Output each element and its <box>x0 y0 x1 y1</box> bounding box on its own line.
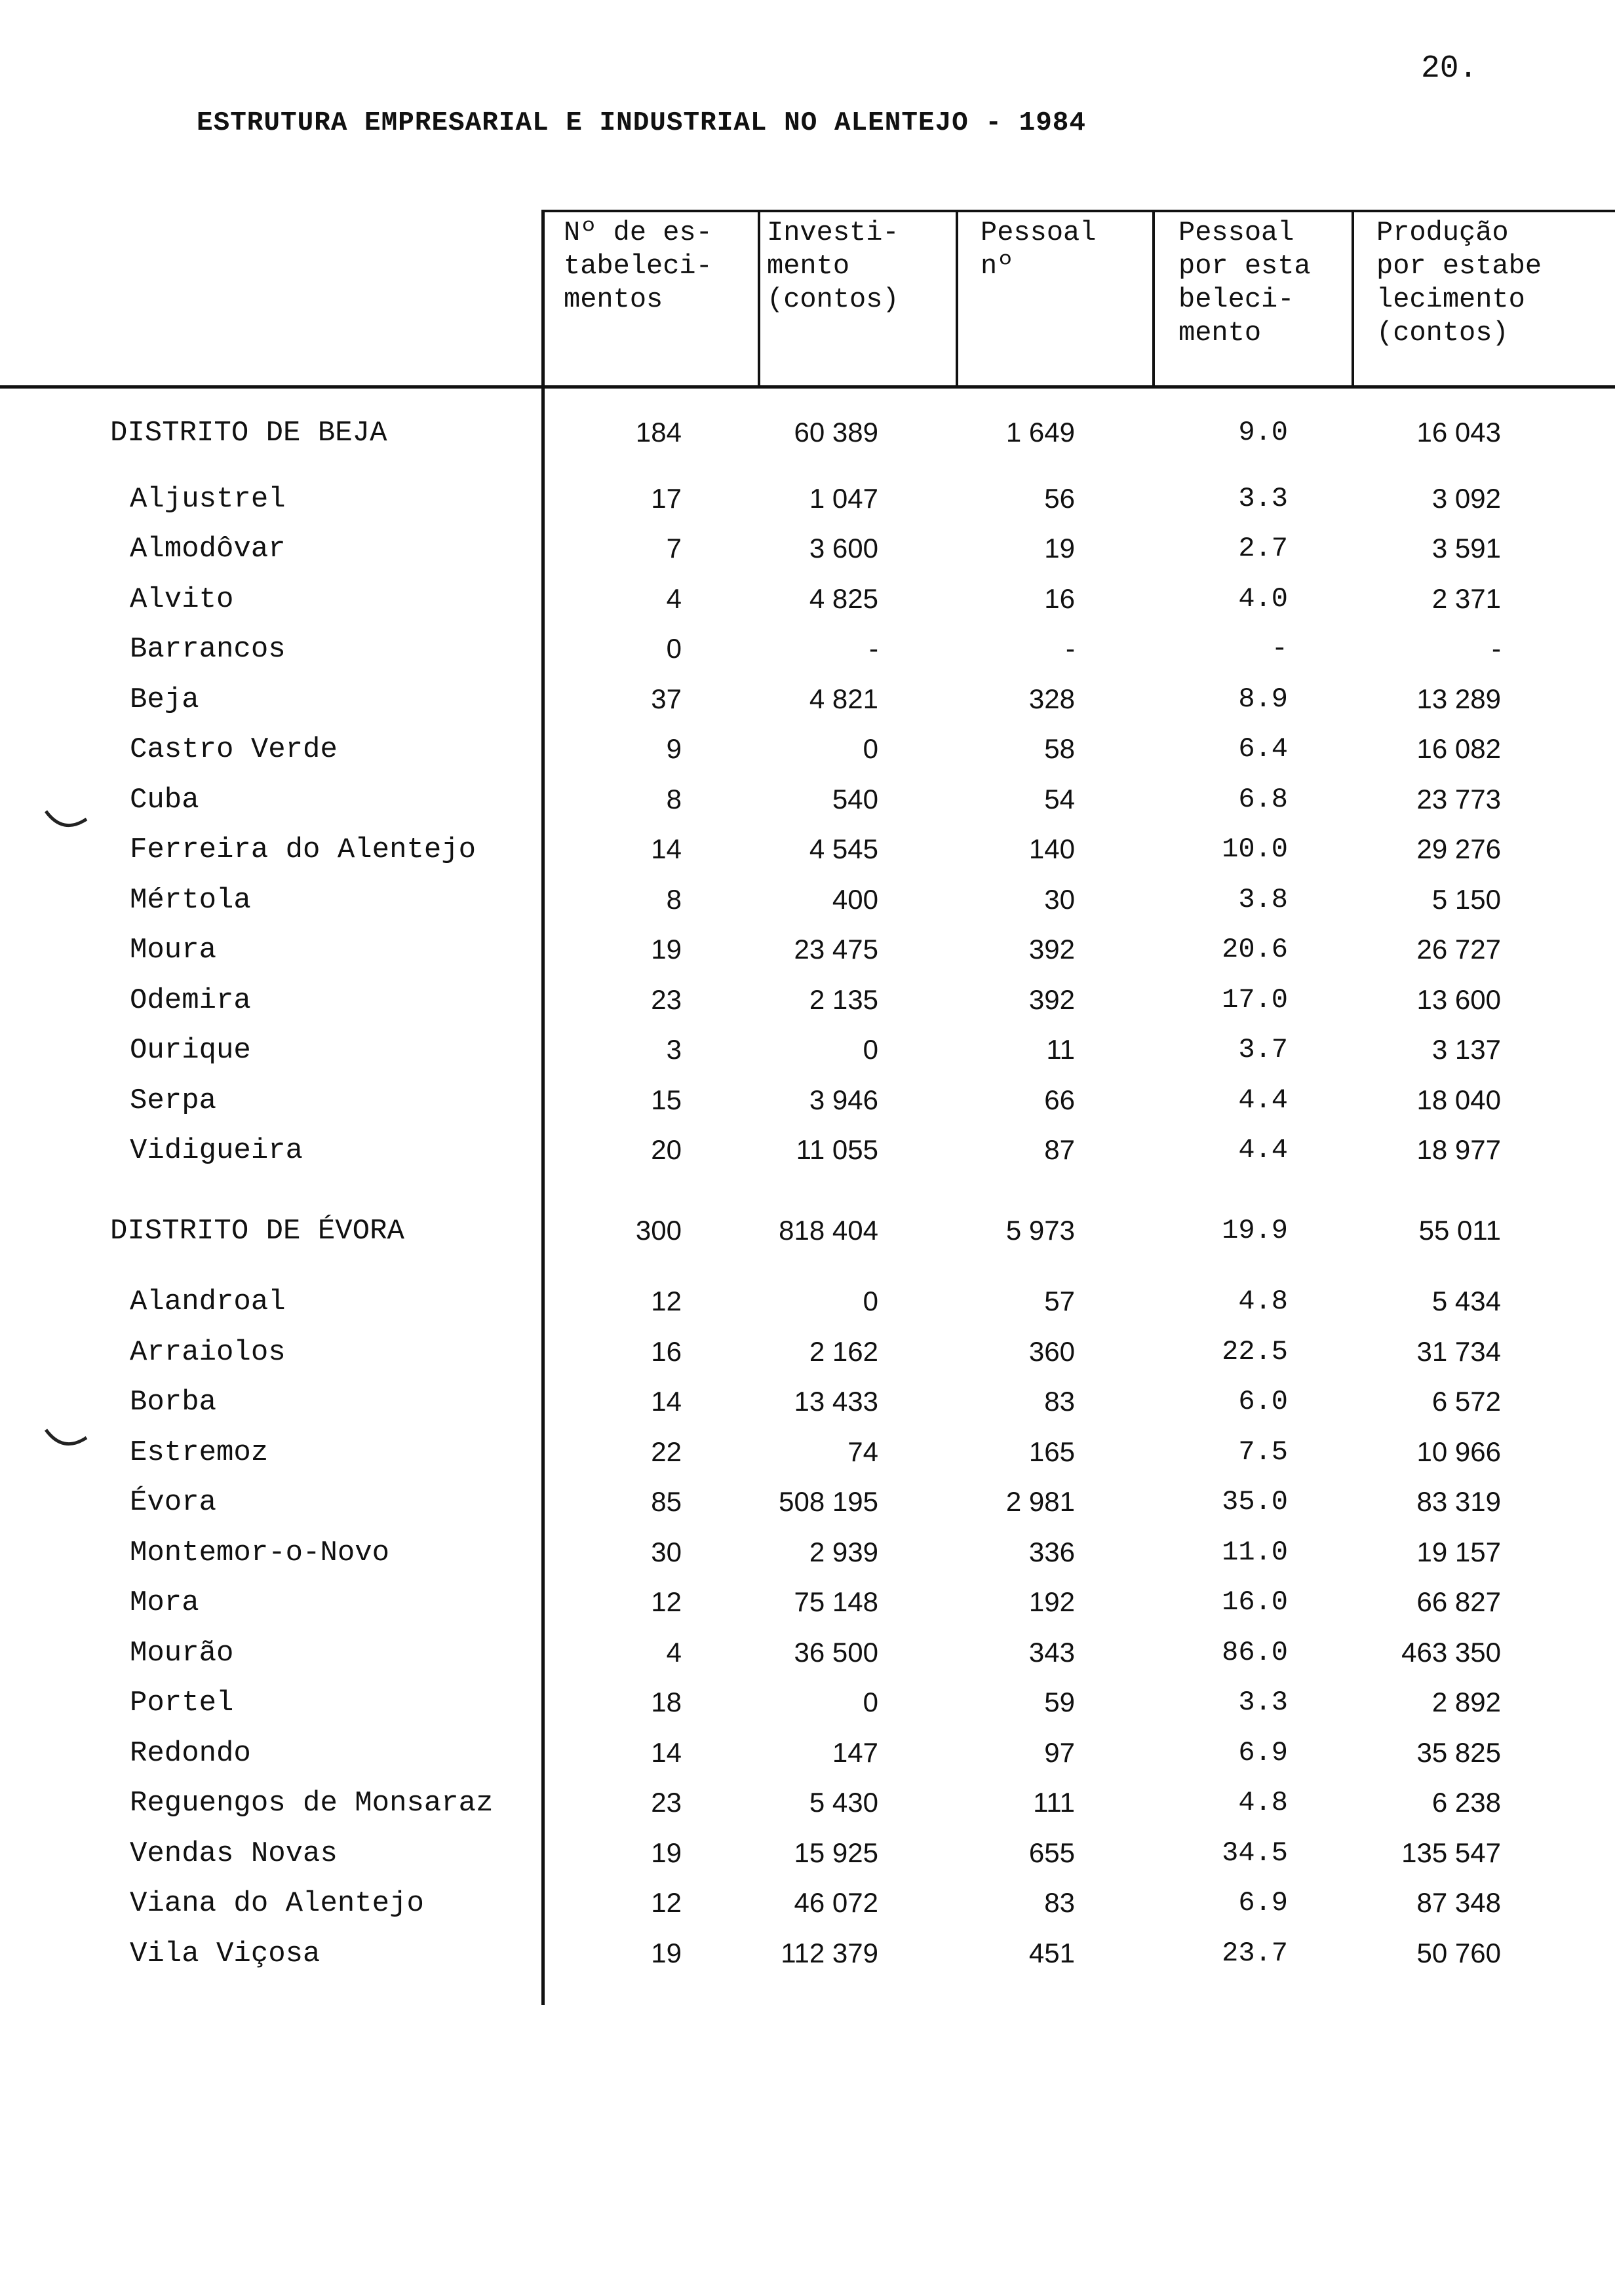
cell-col-3: 11 <box>1046 1034 1075 1065</box>
cell-col-5: 463 350 <box>1401 1637 1501 1668</box>
cell-col-4: 7.5 <box>1238 1436 1288 1468</box>
cell-col-2: - <box>869 633 878 664</box>
row-label: Évora <box>130 1486 217 1519</box>
row-label: Alvito <box>130 583 234 616</box>
cell-col-2: 1 047 <box>809 483 878 514</box>
row-label: Borba <box>130 1386 217 1419</box>
cell-col-5: 19 157 <box>1416 1537 1501 1567</box>
column-header-estabelecimentos: Nº de es- tabeleci- mentos <box>564 217 712 315</box>
row-label: Serpa <box>130 1084 217 1117</box>
cell-col-1: 8 <box>666 784 682 814</box>
cell-col-2: 15 925 <box>794 1837 878 1868</box>
cell-col-3: 5 973 <box>1005 1215 1075 1246</box>
page-number: 20. <box>1421 51 1478 86</box>
cell-col-1: 7 <box>666 533 682 564</box>
cell-col-1: 12 <box>651 1887 682 1918</box>
cell-col-4: 6.9 <box>1238 1737 1288 1769</box>
cell-col-1: 4 <box>666 583 682 614</box>
cell-col-1: 14 <box>651 833 682 864</box>
cell-col-5: 10 966 <box>1416 1436 1501 1467</box>
cell-col-1: 19 <box>651 1837 682 1868</box>
cell-col-4: 10.0 <box>1222 833 1288 865</box>
row-label: Portel <box>130 1687 234 1719</box>
cell-col-1: 23 <box>651 984 682 1015</box>
cell-col-5: 5 434 <box>1431 1286 1501 1316</box>
row-label: Moura <box>130 934 217 966</box>
cell-col-1: 23 <box>651 1787 682 1818</box>
cell-col-5: - <box>1492 633 1501 664</box>
cell-col-1: 184 <box>635 417 682 448</box>
row-label: DISTRITO DE ÉVORA <box>110 1215 404 1248</box>
cell-col-4: 22.5 <box>1222 1336 1288 1368</box>
cell-col-4: 4.4 <box>1238 1084 1288 1116</box>
row-label: Ferreira do Alentejo <box>130 833 477 866</box>
cell-col-5: 2 892 <box>1431 1687 1501 1717</box>
cell-col-5: 23 773 <box>1416 784 1501 814</box>
cell-col-1: 12 <box>651 1586 682 1617</box>
cell-col-1: 19 <box>651 934 682 965</box>
cell-col-3: 58 <box>1044 733 1075 764</box>
row-label: Arraiolos <box>130 1336 286 1369</box>
cell-col-4: 4.4 <box>1238 1134 1288 1166</box>
column-header-pessoal-por-estabelecimento: Pessoal por esta beleci- mento <box>1178 217 1311 349</box>
cell-col-3: - <box>1066 633 1075 664</box>
cell-col-5: 13 600 <box>1416 984 1501 1015</box>
cell-col-1: 30 <box>651 1537 682 1567</box>
cell-col-5: 83 319 <box>1416 1486 1501 1517</box>
cell-col-3: 83 <box>1044 1386 1075 1417</box>
cell-col-1: 17 <box>651 483 682 514</box>
cell-col-4: 4.0 <box>1238 583 1288 615</box>
cell-col-3: 165 <box>1028 1436 1075 1467</box>
cell-col-4: 23.7 <box>1222 1938 1288 1969</box>
cell-col-1: 4 <box>666 1637 682 1668</box>
cell-col-4: 4.8 <box>1238 1787 1288 1818</box>
cell-col-4: 6.8 <box>1238 784 1288 815</box>
column-rule-4 <box>1352 210 1354 385</box>
cell-col-2: 508 195 <box>779 1486 878 1517</box>
cell-col-5: 31 734 <box>1416 1336 1501 1367</box>
header-bottom-rule <box>0 385 1615 389</box>
cell-col-5: 13 289 <box>1416 683 1501 714</box>
cell-col-4: - <box>1271 633 1288 664</box>
row-label: Ourique <box>130 1034 251 1067</box>
cell-col-5: 2 371 <box>1431 583 1501 614</box>
cell-col-2: 3 946 <box>809 1084 878 1115</box>
row-label: Almodôvar <box>130 533 286 565</box>
cell-col-2: 23 475 <box>794 934 878 965</box>
cell-col-4: 11.0 <box>1222 1537 1288 1568</box>
cell-col-2: 0 <box>863 1034 878 1065</box>
cell-col-5: 3 092 <box>1431 483 1501 514</box>
cell-col-4: 6.4 <box>1238 733 1288 765</box>
row-label: Odemira <box>130 984 251 1017</box>
pencil-check-mark <box>43 1427 89 1449</box>
cell-col-3: 83 <box>1044 1887 1075 1918</box>
column-rule-2 <box>956 210 958 385</box>
cell-col-2: 3 600 <box>809 533 878 564</box>
cell-col-5: 50 760 <box>1416 1938 1501 1968</box>
cell-col-4: 3.7 <box>1238 1034 1288 1065</box>
cell-col-3: 87 <box>1044 1134 1075 1165</box>
pencil-check-mark <box>43 809 89 831</box>
cell-col-3: 59 <box>1044 1687 1075 1717</box>
cell-col-5: 55 011 <box>1418 1215 1501 1246</box>
cell-col-5: 66 827 <box>1416 1586 1501 1617</box>
cell-col-2: 5 430 <box>809 1787 878 1818</box>
row-label: Redondo <box>130 1737 251 1770</box>
row-label: Viana do Alentejo <box>130 1887 424 1920</box>
cell-col-2: 2 135 <box>809 984 878 1015</box>
row-label: Mora <box>130 1586 199 1619</box>
column-rule-3 <box>1152 210 1155 385</box>
cell-col-3: 56 <box>1044 483 1075 514</box>
cell-col-1: 8 <box>666 884 682 915</box>
cell-col-3: 97 <box>1044 1737 1075 1768</box>
cell-col-3: 16 <box>1044 583 1075 614</box>
row-label: Montemor-o-Novo <box>130 1537 390 1569</box>
cell-col-3: 140 <box>1028 833 1075 864</box>
cell-col-4: 9.0 <box>1238 417 1288 448</box>
cell-col-1: 19 <box>651 1938 682 1968</box>
row-label: Beja <box>130 683 199 716</box>
column-header-producao-por-estabelecimento: Produção por estabe lecimento (contos) <box>1376 217 1542 349</box>
row-label: Estremoz <box>130 1436 269 1469</box>
cell-col-5: 16 043 <box>1416 417 1501 448</box>
cell-col-3: 655 <box>1028 1837 1075 1868</box>
cell-col-1: 22 <box>651 1436 682 1467</box>
cell-col-3: 111 <box>1033 1787 1075 1818</box>
cell-col-5: 35 825 <box>1416 1737 1501 1768</box>
cell-col-4: 16.0 <box>1222 1586 1288 1618</box>
cell-col-2: 818 404 <box>779 1215 878 1246</box>
cell-col-2: 4 545 <box>809 833 878 864</box>
cell-col-1: 12 <box>651 1286 682 1316</box>
cell-col-1: 15 <box>651 1084 682 1115</box>
cell-col-2: 13 433 <box>794 1386 878 1417</box>
cell-col-4: 20.6 <box>1222 934 1288 965</box>
cell-col-3: 1 649 <box>1005 417 1075 448</box>
cell-col-1: 14 <box>651 1737 682 1768</box>
cell-col-4: 4.8 <box>1238 1286 1288 1317</box>
cell-col-2: 112 379 <box>781 1938 878 1968</box>
cell-col-2: 4 825 <box>809 583 878 614</box>
column-header-pessoal: Pessoal nº <box>981 217 1097 282</box>
row-label: Vidigueira <box>130 1134 303 1167</box>
cell-col-2: 75 148 <box>794 1586 878 1617</box>
cell-col-3: 54 <box>1044 784 1075 814</box>
cell-col-5: 29 276 <box>1416 833 1501 864</box>
cell-col-4: 6.9 <box>1238 1887 1288 1919</box>
cell-col-3: 451 <box>1028 1938 1075 1968</box>
cell-col-2: 0 <box>863 1687 878 1717</box>
page-title: ESTRUTURA EMPRESARIAL E INDUSTRIAL NO ALENTEJO - 1984 <box>197 108 1087 138</box>
cell-col-4: 2.7 <box>1238 533 1288 564</box>
cell-col-3: 19 <box>1044 533 1075 564</box>
cell-col-1: 20 <box>651 1134 682 1165</box>
cell-col-2: 2 162 <box>809 1336 878 1367</box>
cell-col-4: 3.8 <box>1238 884 1288 915</box>
cell-col-3: 392 <box>1028 984 1075 1015</box>
cell-col-5: 6 238 <box>1431 1787 1501 1818</box>
cell-col-2: 60 389 <box>794 417 878 448</box>
cell-col-5: 3 137 <box>1431 1034 1501 1065</box>
cell-col-4: 3.3 <box>1238 483 1288 514</box>
cell-col-4: 86.0 <box>1222 1637 1288 1668</box>
cell-col-3: 360 <box>1028 1336 1075 1367</box>
cell-col-5: 3 591 <box>1431 533 1501 564</box>
cell-col-2: 46 072 <box>794 1887 878 1918</box>
cell-col-1: 9 <box>666 733 682 764</box>
cell-col-3: 392 <box>1028 934 1075 965</box>
cell-col-5: 135 547 <box>1401 1837 1501 1868</box>
cell-col-2: 2 939 <box>809 1537 878 1567</box>
cell-col-2: 0 <box>863 733 878 764</box>
row-label: Reguengos de Monsaraz <box>130 1787 494 1820</box>
cell-col-1: 37 <box>651 683 682 714</box>
table-top-rule <box>541 210 1615 212</box>
cell-col-3: 66 <box>1044 1084 1075 1115</box>
cell-col-1: 3 <box>666 1034 682 1065</box>
cell-col-2: 0 <box>863 1286 878 1316</box>
row-label: Vila Viçosa <box>130 1938 321 1970</box>
cell-col-1: 85 <box>651 1486 682 1517</box>
cell-col-3: 328 <box>1028 683 1075 714</box>
row-label: Barrancos <box>130 633 286 666</box>
cell-col-5: 16 082 <box>1416 733 1501 764</box>
cell-col-3: 343 <box>1028 1637 1075 1668</box>
stub-column-rule <box>541 210 545 2005</box>
cell-col-5: 18 977 <box>1416 1134 1501 1165</box>
cell-col-1: 300 <box>635 1215 682 1246</box>
cell-col-4: 3.3 <box>1238 1687 1288 1718</box>
row-label: Castro Verde <box>130 733 338 766</box>
column-header-investimento: Investi- mento (contos) <box>767 217 899 315</box>
row-label: DISTRITO DE BEJA <box>110 417 387 450</box>
cell-col-2: 36 500 <box>794 1637 878 1668</box>
cell-col-3: 57 <box>1044 1286 1075 1316</box>
row-label: Mourão <box>130 1637 234 1670</box>
cell-col-5: 26 727 <box>1416 934 1501 965</box>
cell-col-2: 4 821 <box>809 683 878 714</box>
cell-col-1: 18 <box>651 1687 682 1717</box>
cell-col-4: 19.9 <box>1222 1215 1288 1246</box>
cell-col-2: 147 <box>832 1737 878 1768</box>
cell-col-4: 17.0 <box>1222 984 1288 1016</box>
cell-col-3: 2 981 <box>1005 1486 1075 1517</box>
cell-col-5: 18 040 <box>1416 1084 1501 1115</box>
cell-col-1: 14 <box>651 1386 682 1417</box>
cell-col-2: 400 <box>832 884 878 915</box>
column-rule-1 <box>758 210 760 385</box>
cell-col-1: 16 <box>651 1336 682 1367</box>
cell-col-2: 74 <box>847 1436 878 1467</box>
row-label: Mértola <box>130 884 251 917</box>
cell-col-5: 6 572 <box>1431 1386 1501 1417</box>
row-label: Aljustrel <box>130 483 286 516</box>
cell-col-4: 8.9 <box>1238 683 1288 715</box>
cell-col-5: 87 348 <box>1416 1887 1501 1918</box>
cell-col-4: 6.0 <box>1238 1386 1288 1417</box>
cell-col-5: 5 150 <box>1431 884 1501 915</box>
cell-col-3: 336 <box>1028 1537 1075 1567</box>
cell-col-4: 35.0 <box>1222 1486 1288 1518</box>
row-label: Alandroal <box>130 1286 286 1318</box>
row-label: Cuba <box>130 784 199 816</box>
row-label: Vendas Novas <box>130 1837 338 1870</box>
cell-col-3: 192 <box>1028 1586 1075 1617</box>
cell-col-1: 0 <box>666 633 682 664</box>
cell-col-4: 34.5 <box>1222 1837 1288 1869</box>
cell-col-3: 30 <box>1044 884 1075 915</box>
cell-col-2: 11 055 <box>796 1134 878 1165</box>
cell-col-2: 540 <box>832 784 878 814</box>
